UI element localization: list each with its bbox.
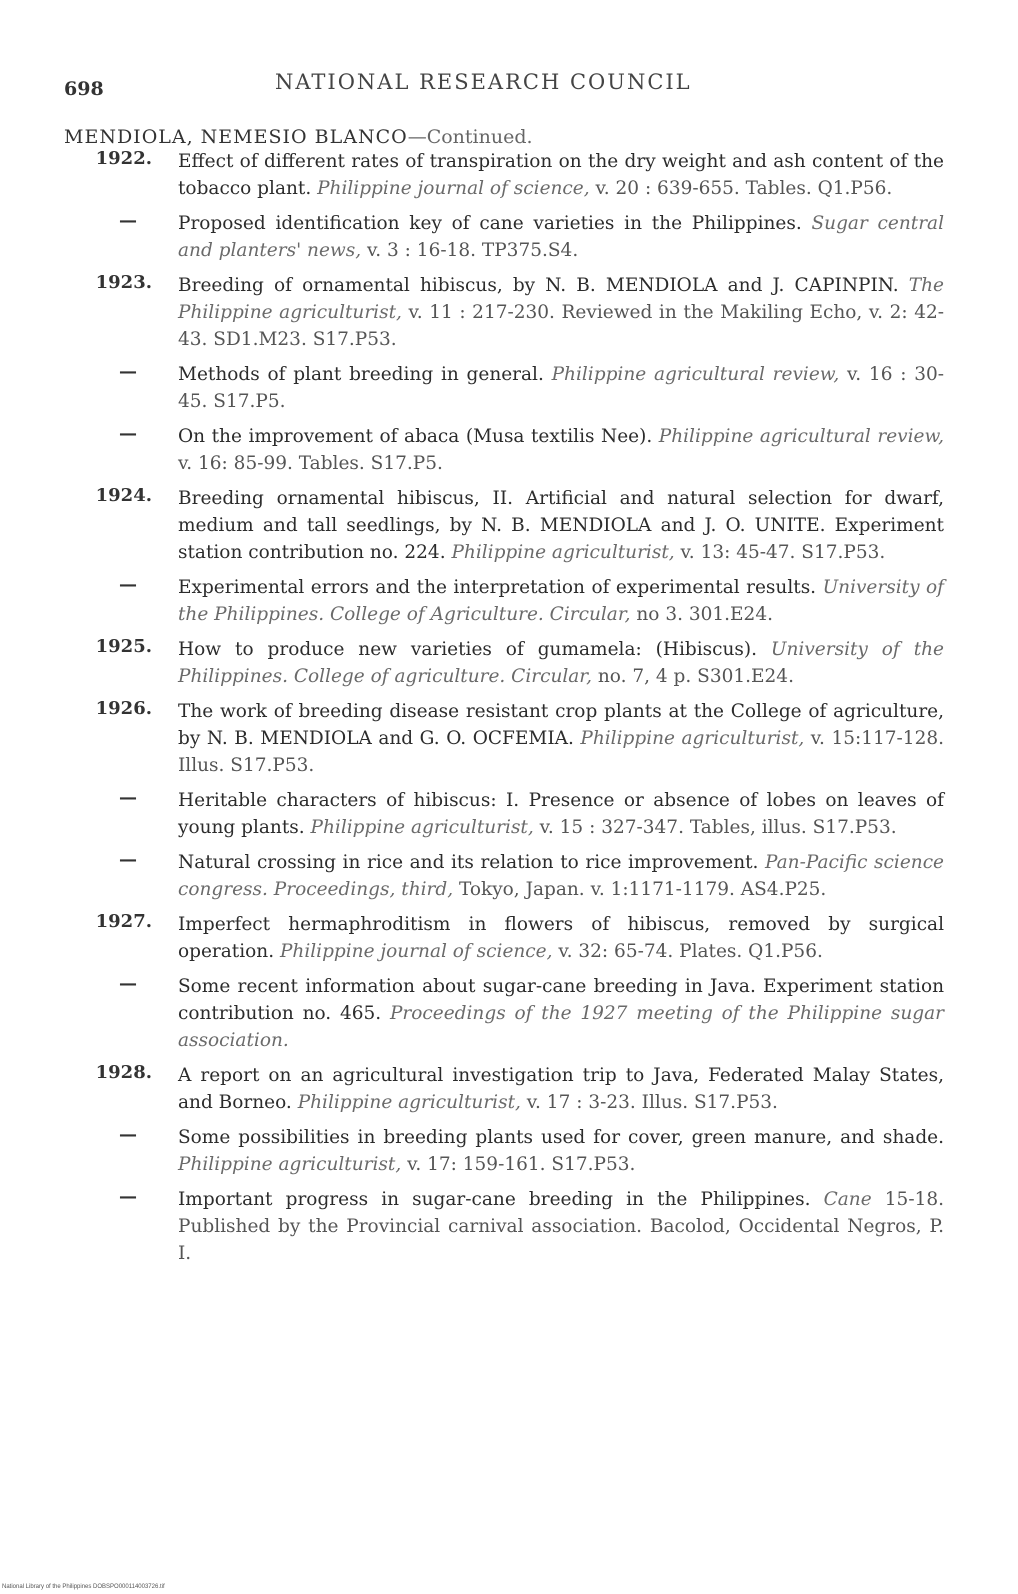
entry-year: 1927. xyxy=(95,911,152,932)
bibliography-entry xyxy=(64,574,944,628)
entry-text xyxy=(178,973,944,1054)
entry-citation-details: no. 7, 4 p. S301.E24. xyxy=(597,666,794,687)
entry-text xyxy=(178,574,944,628)
page-number: 698 xyxy=(64,78,104,100)
entry-publication: Philippine agricultural review, xyxy=(658,426,944,447)
entry-year: 1926. xyxy=(95,698,152,719)
entry-text xyxy=(178,423,944,477)
bibliography-entry xyxy=(64,1186,944,1267)
entry-year: — xyxy=(119,787,137,808)
entry-year: — xyxy=(119,1186,137,1207)
entry-publication: Philippine agriculturist, xyxy=(297,1092,527,1113)
entry-title: How to produce new varieties of gumamela: (Hibiscus). xyxy=(178,639,771,660)
entry-publication: University of the Philippines. College of agriculture. Circular, xyxy=(178,639,944,687)
entry-citation-details: v. 15 : 327-347. Tables, illus. S17.P53. xyxy=(539,817,897,838)
entry-year: 1922. xyxy=(95,148,152,169)
entry-publication: Philippine journal of science, xyxy=(279,941,559,962)
entry-text xyxy=(178,272,944,353)
bibliography-entry xyxy=(64,849,944,903)
entry-publication: Cane xyxy=(823,1189,885,1210)
scan-footer: National Library of the Philippines DOBSPO000114003726.tif xyxy=(2,1584,165,1590)
entry-text xyxy=(178,1062,944,1116)
entry-year: 1925. xyxy=(95,636,152,657)
entry-publication: Philippine agricultural review, xyxy=(551,364,848,385)
entry-year: — xyxy=(119,849,137,870)
entry-publication: Philippine agriculturist, xyxy=(580,728,811,749)
entry-title: On the improvement of abaca (Musa textilis Nee). xyxy=(178,426,659,447)
entry-citation-details: v. 11 : 217-230. Reviewed in the Makiling Echo, v. 2: 42-43. SD1.M23. S17.P53. xyxy=(178,302,944,350)
entry-publication: Philippine agriculturist, xyxy=(178,1154,408,1175)
entry-citation-details: v. 13: 45-47. S17.P53. xyxy=(680,542,886,563)
entry-title: Effect of different rates of transpiration on the dry weight and ash content of the tobacco plant. xyxy=(178,151,944,199)
entry-publication: Pan-Pacific science congress. Proceedings, third, xyxy=(178,852,945,900)
entry-title: Natural crossing in rice and its relation to rice improvement. xyxy=(178,852,766,873)
entry-citation-details: v. 17 : 3-23. Illus. S17.P53. xyxy=(526,1092,778,1113)
entry-citation-details: v. 15:117-128. Illus. S17.P53. xyxy=(178,728,944,776)
entry-title: A report on an agricultural investigation trip to Java, Federated Malay States, and Borneo. xyxy=(178,1065,944,1113)
entry-text xyxy=(178,148,944,202)
entry-text xyxy=(178,698,944,779)
entry-citation-details: v. 16: 85-99. Tables. S17.P5. xyxy=(178,453,443,474)
entry-title: Some recent information about sugar-cane breeding in Java. Experiment station contribution no. 465. xyxy=(178,976,944,1024)
entry-title: Experimental errors and the interpretation of experimental results. xyxy=(178,577,823,598)
entry-citation-details: v. 3 : 16-18. TP375.S4. xyxy=(367,240,579,261)
entry-text xyxy=(178,849,944,903)
bibliography-entry xyxy=(64,485,944,566)
entry-citation-details: v. 20 : 639-655. Tables. Q1.P56. xyxy=(595,178,893,199)
bibliography-entry xyxy=(64,1062,944,1116)
bibliography-entry xyxy=(64,973,944,1054)
bibliography-entry xyxy=(64,787,944,841)
entry-text xyxy=(178,1124,944,1178)
entry-year: — xyxy=(119,361,137,382)
entry-citation-details: v. 16 : 30-45. S17.P5. xyxy=(178,364,945,412)
entry-title: Breeding ornamental hibiscus, II. Artificial and natural selection for dwarf, medium and tall seedlings, by N. B. MENDIOLA and J. O. UNITE. Experiment station contribution no. 224. xyxy=(178,488,944,563)
entry-year: 1924. xyxy=(95,485,152,506)
entry-publication: Philippine agriculturist, xyxy=(451,542,681,563)
entry-title: The work of breeding disease resistant crop plants at the College of agriculture, by N. B. MENDIOLA and G. O. OCFEMIA. xyxy=(178,701,944,749)
entry-publication: University of the Philippines. College of Agriculture. Circular, xyxy=(178,577,944,625)
entry-year: — xyxy=(119,423,137,444)
entry-text xyxy=(178,485,944,566)
entry-year: — xyxy=(119,210,137,231)
entry-publication: Proceedings of the 1927 meeting of the Philippine sugar association. xyxy=(178,1003,944,1051)
entry-title: Some possibilities in breeding plants used for cover, green manure, and shade. xyxy=(178,1127,944,1148)
bibliography-entry xyxy=(64,1124,944,1178)
author-heading xyxy=(64,126,533,148)
entry-title: Important progress in sugar-cane breeding in the Philippines. xyxy=(178,1189,824,1210)
entry-year: — xyxy=(119,973,137,994)
entry-citation-details: no 3. 301.E24. xyxy=(636,604,773,625)
entry-title: Breeding of ornamental hibiscus, by N. B. MENDIOLA and J. CAPINPIN. xyxy=(178,275,909,296)
entry-publication: The Philippine agriculturist, xyxy=(178,275,944,323)
entry-text xyxy=(178,210,944,264)
bibliography-list xyxy=(64,148,944,1275)
entry-year: — xyxy=(119,574,137,595)
entry-citation-details: 15-18. Published by the Provincial carnival association. Bacolod, Occidental Negros, P. I. xyxy=(178,1189,944,1264)
bibliography-entry xyxy=(64,698,944,779)
entry-text xyxy=(178,361,944,415)
entry-title: Heritable characters of hibiscus: I. Presence or absence of lobes on leaves of young plants. xyxy=(178,790,944,838)
entry-title: Methods of plant breeding in general. xyxy=(178,364,552,385)
entry-year: — xyxy=(119,1124,137,1145)
entry-text xyxy=(178,1186,944,1267)
continued-label: —Continued. xyxy=(407,126,533,148)
entry-publication: Sugar central and planters' news, xyxy=(178,213,945,261)
entry-citation-details: Tokyo, Japan. v. 1:1171-1179. AS4.P25. xyxy=(458,879,827,900)
entry-publication: Philippine agriculturist, xyxy=(310,817,540,838)
bibliography-entry xyxy=(64,148,944,202)
entry-text xyxy=(178,787,944,841)
running-head: NATIONAL RESEARCH COUNCIL xyxy=(275,70,692,94)
bibliography-entry xyxy=(64,911,944,965)
entry-text xyxy=(178,636,944,690)
bibliography-entry xyxy=(64,210,944,264)
entry-citation-details: v. 32: 65-74. Plates. Q1.P56. xyxy=(558,941,823,962)
entry-year: 1923. xyxy=(95,272,152,293)
entry-publication: Philippine journal of science, xyxy=(317,178,596,199)
bibliography-entry xyxy=(64,361,944,415)
author-name: MENDIOLA, NEMESIO BLANCO xyxy=(64,126,408,148)
entry-text xyxy=(178,911,944,965)
bibliography-entry xyxy=(64,636,944,690)
entry-title: Proposed identification key of cane varieties in the Philippines. xyxy=(178,213,812,234)
entry-title: Imperfect hermaphroditism in flowers of hibiscus, removed by surgical operation. xyxy=(178,914,944,962)
bibliography-entry xyxy=(64,272,944,353)
entry-citation-details: v. 17: 159-161. S17.P53. xyxy=(407,1154,636,1175)
entry-year: 1928. xyxy=(95,1062,152,1083)
bibliography-entry xyxy=(64,423,944,477)
